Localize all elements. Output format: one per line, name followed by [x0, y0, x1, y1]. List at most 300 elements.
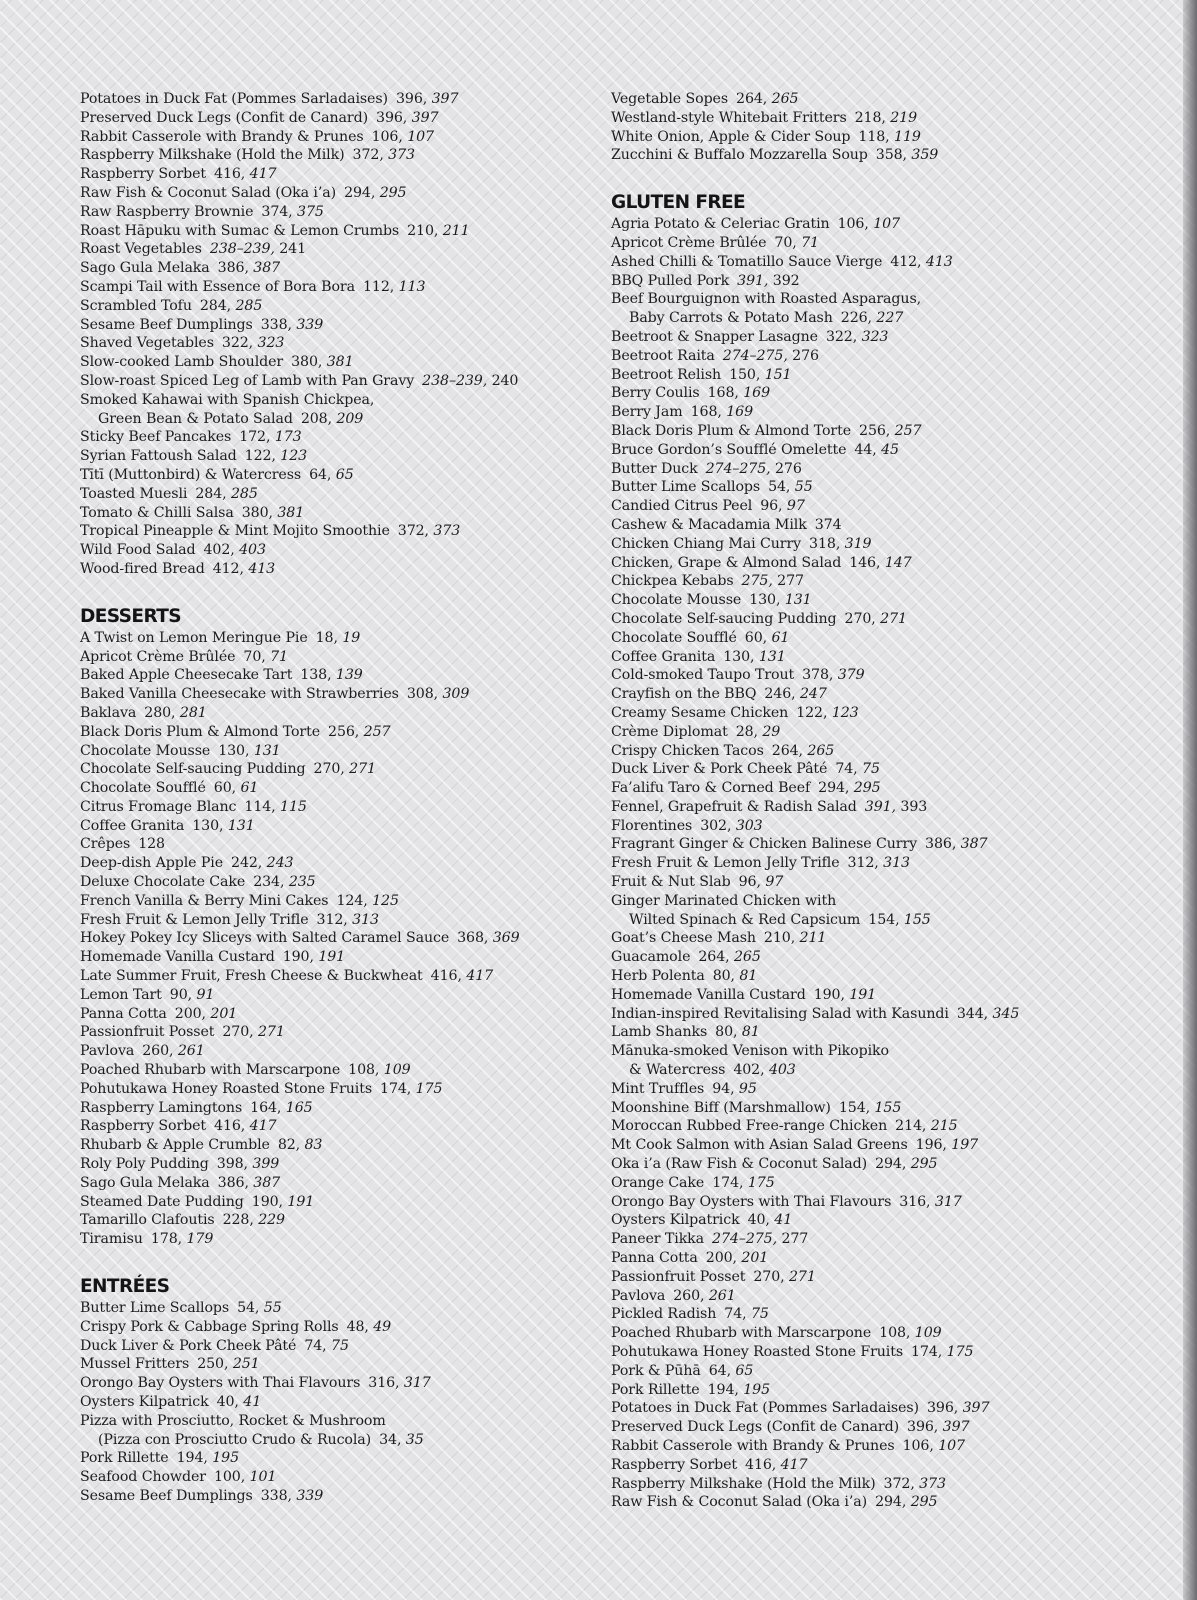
entry-page: 396, — [376, 109, 408, 126]
index-entry — [611, 1193, 1171, 1212]
entry-pages — [422, 373, 518, 389]
entry-name: Late Summer Fruit, Fresh Cheese & Buckwheat — [80, 968, 423, 985]
entry-page-italic: 209 — [336, 410, 364, 427]
entry-pages — [457, 930, 519, 946]
entry-page: 210, — [407, 222, 439, 239]
entry-page-italic: 65 — [735, 1362, 754, 1379]
entry-name: A Twist on Lemon Meringue Pie — [80, 629, 308, 646]
entry-pages — [737, 273, 799, 289]
entry-name: Apricot Crème Brûlée — [80, 648, 236, 665]
entry-page-italic: 179 — [186, 1231, 214, 1248]
entry-page-italic: 131 — [784, 592, 812, 609]
entry-page: 416, — [214, 166, 246, 183]
entry-pages — [774, 235, 819, 251]
entry-pages — [839, 1100, 901, 1116]
entry-page-italic: 413 — [925, 253, 953, 270]
entry-page-italic: 397 — [962, 1400, 990, 1417]
entry-pages — [875, 1156, 937, 1172]
entry-name: Pork & Pūhā — [611, 1362, 701, 1379]
entry-page-italic: 375 — [297, 203, 324, 220]
entry-page: 294, — [875, 1156, 907, 1173]
entry-pages — [957, 1006, 1019, 1022]
entry-pages — [879, 1325, 941, 1341]
index-entry — [80, 648, 600, 667]
entry-name: Tomato & Chilli Salsa — [80, 504, 234, 521]
index-entry — [80, 447, 600, 466]
entry-pages — [927, 1400, 989, 1416]
entry-name: Roly Poly Pudding — [80, 1156, 209, 1173]
entry-pages — [300, 667, 362, 683]
entry-name: Panna Cotta — [80, 1005, 167, 1022]
entry-page: 128 — [138, 836, 165, 853]
entry-name: Zucchini & Buffalo Mozzarella Soup — [611, 147, 868, 164]
entry-pages — [291, 354, 353, 370]
entry-pages — [706, 461, 802, 477]
entry-pages — [865, 799, 927, 815]
entry-page: 402, — [203, 542, 235, 559]
index-entry — [611, 146, 1171, 165]
entry-name: Paneer Tikka — [611, 1231, 705, 1248]
index-entry — [80, 90, 600, 109]
entry-page-italic: 173 — [274, 429, 302, 446]
entry-pages — [245, 448, 307, 464]
entry-name: Beef Bourguignon with Roasted Asparagus, — [611, 291, 922, 308]
entry-pages — [895, 1118, 957, 1134]
entry-page: 130, — [192, 817, 224, 834]
entry-name: Oka i’a (Raw Fish & Coconut Salad) — [611, 1156, 868, 1173]
entry-pages — [407, 223, 469, 239]
entry-page: 338, — [260, 1487, 292, 1504]
entry-name-continued — [611, 1061, 1171, 1080]
entry-page: 398, — [216, 1156, 248, 1173]
index-entry — [80, 1412, 600, 1450]
entry-pages — [753, 1269, 815, 1285]
section-heading: DESSERTS — [80, 605, 182, 627]
entry-name: Chocolate Self-saucing Pudding — [80, 761, 306, 778]
entry-page-italic: 165 — [285, 1099, 313, 1116]
entry-page-italic: 319 — [844, 535, 872, 552]
entry-pages — [213, 561, 275, 577]
index-entry — [611, 1005, 1171, 1024]
index-entry — [80, 685, 600, 704]
entry-pages — [748, 1212, 793, 1228]
entry-name: Coffee Granita — [611, 648, 716, 665]
entry-name: Fruit & Nut Slab — [611, 874, 731, 891]
index-entry — [80, 1193, 600, 1212]
index-entry — [611, 109, 1171, 128]
entry-page-italic: 175 — [415, 1080, 443, 1097]
entry-pages — [222, 335, 284, 351]
entry-pages — [890, 254, 952, 270]
entry-page-italic: 339 — [296, 1487, 324, 1504]
entry-pages — [250, 1100, 312, 1116]
entry-name: Deep-dish Apple Pie — [80, 855, 224, 872]
index-entry — [80, 948, 600, 967]
index-entry — [80, 109, 600, 128]
entry-pages — [802, 667, 864, 683]
entry-page-italic: 191 — [287, 1193, 315, 1210]
index-entry — [611, 1305, 1171, 1324]
entry-page: 34, — [379, 1431, 402, 1448]
entry-pages — [380, 1081, 442, 1097]
entry-page-italic: 61 — [771, 629, 790, 646]
entry-page-italic: 155 — [903, 911, 931, 928]
index-entry — [611, 554, 1171, 573]
entry-page-italic: 373 — [919, 1475, 946, 1492]
entry-page: 130, — [218, 742, 250, 759]
entry-page-italic: 251 — [232, 1356, 260, 1373]
entry-name: Passionfruit Posset — [611, 1268, 746, 1285]
index-entry — [80, 873, 600, 892]
entry-page: 344, — [956, 1005, 989, 1022]
entry-page: 392 — [772, 272, 800, 289]
entry-name: Florentines — [611, 817, 693, 834]
entry-page-italic: 381 — [277, 504, 305, 521]
entry-page: 380, — [291, 354, 323, 371]
entry-pages — [407, 686, 469, 702]
index-entry — [611, 1211, 1171, 1230]
entry-pages — [698, 949, 760, 965]
entry-name: Ashed Chilli & Tomatillo Sauce Vierge — [611, 253, 883, 270]
index-entry — [80, 1487, 600, 1506]
entry-page: 64, — [309, 466, 332, 483]
entry-page-italic: 97 — [786, 498, 805, 515]
entry-name: Chicken Chiang Mai Curry — [611, 535, 802, 552]
entry-name: Sticky Beef Pancakes — [80, 429, 232, 446]
entry-name: Raspberry Sorbet — [80, 166, 207, 183]
entry-pages — [796, 705, 858, 721]
entry-name: Pork Rillette — [611, 1381, 700, 1398]
entry-page: 302, — [700, 817, 732, 834]
entry-name: Scampi Tail with Essence of Bora Bora — [80, 278, 355, 295]
entry-page-italic: 397 — [942, 1419, 970, 1436]
entry-name: Beetroot & Snapper Lasagne — [611, 328, 818, 345]
entry-page-italic: 373 — [433, 523, 461, 540]
entry-pages — [849, 555, 911, 571]
entry-page: 241 — [279, 241, 307, 258]
entry-page: 80, — [712, 968, 735, 985]
entry-pages — [809, 536, 871, 552]
index-entry — [611, 1136, 1171, 1155]
index-entry — [611, 779, 1171, 798]
entry-page-italic: 29 — [762, 723, 781, 740]
entry-name: Indian-inspired Revitalising Salad with Kasundi — [611, 1005, 949, 1022]
entry-page-italic: 19 — [342, 629, 361, 646]
entry-name: Moonshine Biff (Marshmallow) — [611, 1099, 831, 1116]
index-entry — [611, 1362, 1171, 1381]
entry-page: 372, — [397, 523, 429, 540]
index-section — [80, 605, 600, 1249]
entry-page: 54, — [237, 1300, 260, 1317]
index-entry — [611, 760, 1171, 779]
entry-page-italic: 55 — [263, 1300, 282, 1317]
entry-page: 396, — [395, 91, 428, 107]
entry-name: Butter Lime Scallops — [611, 479, 761, 496]
entry-page-italic: 397 — [431, 91, 459, 107]
index-entry — [611, 272, 1171, 291]
entry-page-italic: 359 — [911, 147, 939, 164]
entry-page-italic: 295 — [853, 780, 881, 797]
index-entry — [611, 742, 1171, 761]
entry-pages — [197, 1356, 259, 1372]
entry-name-continued — [80, 1431, 600, 1450]
entry-name: Apricot Crème Brûlée — [611, 234, 767, 251]
entry-page-italic: 323 — [861, 328, 889, 345]
entry-page: 322, — [825, 328, 858, 345]
entry-page: 70, — [243, 648, 266, 665]
entry-pages — [709, 1363, 754, 1379]
entry-pages — [214, 1118, 276, 1134]
entry-page: 40, — [747, 1212, 770, 1229]
entry-pages — [261, 204, 323, 220]
entry-name: Beetroot Raita — [611, 347, 715, 364]
entry-page-italic: 274–275, — [712, 1231, 778, 1248]
entry-name: Sesame Beef Dumplings — [80, 1487, 253, 1504]
entry-name: Duck Liver & Pork Cheek Pâté — [611, 761, 828, 778]
entry-page-italic: 219 — [890, 109, 918, 126]
entry-page-italic: 397 — [411, 109, 439, 126]
entry-pages — [222, 1024, 284, 1040]
entry-name: Pork Rillette — [80, 1450, 169, 1467]
entry-pages — [278, 1137, 323, 1153]
entry-name: Shaved Vegetables — [80, 335, 214, 352]
entry-page: 402, — [733, 1062, 765, 1079]
entry-page-italic: 71 — [270, 648, 288, 665]
entry-pages — [138, 836, 165, 852]
entry-name: Pizza with Prosciutto, Rocket & Mushroom — [80, 1412, 386, 1429]
entry-page: 277 — [777, 573, 804, 590]
entry-pages — [243, 649, 288, 665]
index-entry — [611, 685, 1171, 704]
entry-pages — [195, 486, 257, 502]
entry-name: Raw Raspberry Brownie — [80, 203, 254, 220]
entry-pages — [706, 1250, 768, 1266]
entry-page: 368, — [457, 930, 489, 947]
entry-name: Moroccan Rubbed Free-range Chicken — [611, 1118, 888, 1135]
entry-name: Lamb Shanks — [611, 1024, 708, 1041]
entry-page: 90, — [169, 986, 193, 1003]
entry-name: Agria Potato & Celeriac Gratin — [611, 216, 830, 233]
index-entry — [80, 1136, 600, 1155]
index-entry — [80, 1393, 600, 1412]
entry-pages — [700, 818, 762, 834]
entry-page: 174, — [380, 1080, 412, 1097]
index-entry — [611, 1399, 1171, 1418]
entry-name: Homemade Vanilla Custard — [80, 949, 275, 966]
index-entry — [611, 704, 1171, 723]
entry-name: Potatoes in Duck Fat (Pommes Sarladaises) — [611, 1400, 919, 1417]
entry-pages — [348, 1062, 410, 1078]
entry-page: 260, — [142, 1043, 174, 1060]
index-entry — [80, 278, 600, 297]
entry-pages — [907, 1419, 969, 1435]
entry-page-italic: 35 — [405, 1431, 424, 1448]
entry-name: Fennel, Grapefruit & Radish Salad — [611, 798, 857, 815]
entry-page-italic: 285 — [230, 485, 258, 502]
index-entry — [80, 1337, 600, 1356]
index-entry — [80, 798, 600, 817]
index-entry — [80, 560, 600, 579]
entry-name: Sesame Beef Dumplings — [80, 316, 253, 333]
index-entry — [80, 1005, 600, 1024]
page-edge-shadow — [1183, 0, 1197, 1600]
entry-page-italic: 125 — [372, 892, 399, 909]
entry-page: 70, — [774, 234, 797, 251]
entry-name: Potatoes in Duck Fat (Pommes Sarladaises) — [80, 91, 388, 107]
index-entry — [611, 1155, 1171, 1174]
index-entry — [80, 742, 600, 761]
entry-name: Raspberry Milkshake (Hold the Milk) — [611, 1475, 876, 1492]
entry-page-italic: 195 — [743, 1381, 770, 1398]
entry-page: 138, — [300, 667, 332, 684]
entry-page-italic: 169 — [743, 385, 771, 402]
entry-page-italic: 139 — [335, 667, 363, 684]
entry-name: Sago Gula Melaka — [80, 260, 210, 277]
entry-name: Tamarillo Clafoutis — [80, 1212, 215, 1229]
entry-name: Rhubarb & Apple Crumble — [80, 1137, 270, 1154]
entry-pages — [876, 147, 938, 163]
entry-pages — [283, 949, 345, 965]
entry-page-italic: 191 — [849, 986, 877, 1003]
index-entry — [80, 1061, 600, 1080]
entry-name: Chocolate Mousse — [611, 592, 742, 609]
entry-page: 316, — [899, 1193, 931, 1210]
index-entry — [611, 929, 1171, 948]
entry-page-italic: 131 — [253, 742, 281, 759]
entry-page: 250, — [197, 1356, 229, 1373]
entry-pages — [712, 1231, 808, 1247]
entry-name: Orange Cake — [611, 1174, 705, 1191]
index-entry — [80, 1023, 600, 1042]
entry-name: Deluxe Chocolate Cake — [80, 874, 246, 891]
entry-name: Beetroot Relish — [611, 366, 722, 383]
entry-pages — [854, 442, 899, 458]
entry-pages — [398, 523, 460, 539]
entry-page: 108, — [348, 1062, 380, 1079]
entry-page: 200, — [174, 1005, 206, 1022]
entry-name: Fresh Fruit & Lemon Jelly Trifle — [611, 855, 840, 872]
index-entry — [611, 403, 1171, 422]
index-entry — [80, 929, 600, 948]
entry-page: 386, — [925, 836, 957, 853]
entry-name: Guacamole — [611, 949, 691, 966]
index-entry — [611, 516, 1171, 535]
index-column-right — [611, 90, 1171, 1512]
entry-page: 48, — [346, 1318, 369, 1335]
entry-name: Sago Gula Melaka — [80, 1174, 210, 1191]
entry-page: 130, — [749, 592, 781, 609]
entry-pages — [739, 874, 784, 890]
entry-name: Roast Vegetables — [80, 241, 202, 258]
index-entry — [611, 1381, 1171, 1400]
entry-name: Crayfish on the BBQ — [611, 686, 757, 703]
index-entry — [611, 384, 1171, 403]
entry-page: 416, — [745, 1456, 777, 1473]
entry-page: 256, — [859, 422, 891, 439]
entry-name-line2: & Watercress — [629, 1062, 726, 1079]
entry-page-italic: 387 — [253, 1174, 281, 1191]
index-entry — [611, 422, 1171, 441]
entry-page-italic: 339 — [296, 316, 324, 333]
entry-name: Passionfruit Posset — [80, 1024, 215, 1041]
index-entry — [80, 779, 600, 798]
index-entry — [611, 835, 1171, 854]
entry-name: Panna Cotta — [611, 1250, 698, 1267]
entry-page-italic: 81 — [741, 1024, 760, 1041]
index-entry — [611, 366, 1171, 385]
entry-pages — [368, 1375, 430, 1391]
index-entry — [80, 1174, 600, 1193]
entry-page: 130, — [723, 648, 755, 665]
entry-page-italic: 417 — [249, 1118, 277, 1135]
entry-page: 190, — [813, 986, 845, 1003]
entry-page-italic: 274–275, — [722, 347, 788, 364]
entry-page: 40, — [216, 1394, 239, 1410]
entry-page: 264, — [736, 91, 768, 107]
entry-name: Tiramisu — [80, 1231, 143, 1248]
entry-name: Berry Coulis — [611, 385, 700, 402]
entry-pages — [826, 329, 888, 345]
index-entry — [611, 1268, 1171, 1287]
entry-name: Roast Hāpuku with Sumac & Lemon Crumbs — [80, 222, 400, 239]
entry-page-italic: 387 — [960, 836, 988, 853]
entry-page-italic: 303 — [735, 817, 763, 834]
entry-name: Steamed Date Pudding — [80, 1193, 244, 1210]
entry-name: Raw Fish & Coconut Salad (Oka i’a) — [80, 184, 337, 201]
entry-name: Fa’alifu Taro & Corned Beef — [611, 780, 811, 797]
entry-page: 154, — [838, 1099, 871, 1116]
entry-page-italic: 65 — [335, 466, 354, 483]
index-entry — [611, 854, 1171, 873]
entry-name: Mussel Fritters — [80, 1356, 190, 1373]
entry-page-italic: 41 — [243, 1394, 262, 1410]
entry-pages — [204, 542, 266, 558]
entry-page: 80, — [715, 1024, 738, 1041]
entry-name: Cashew & Macadamia Milk — [611, 516, 807, 533]
entry-page-italic: 261 — [708, 1287, 736, 1304]
entry-page: 396, — [926, 1400, 959, 1417]
index-entry — [611, 1099, 1171, 1118]
entry-page: 240 — [491, 372, 519, 389]
entry-page: 106, — [837, 216, 869, 233]
index-entry — [611, 1456, 1171, 1475]
index-entry — [80, 372, 600, 391]
entry-page-italic: 274–275, — [705, 460, 771, 477]
entry-name: Lemon Tart — [80, 986, 162, 1003]
index-entry — [611, 986, 1171, 1005]
entry-name: Pohutukawa Honey Roasted Stone Fruits — [611, 1344, 904, 1360]
entry-pages — [242, 505, 304, 521]
entry-page-italic: 41 — [774, 1212, 793, 1229]
entry-name: BBQ Pulled Pork — [611, 272, 730, 289]
entry-name: Poached Rhubarb with Marscarpone — [611, 1325, 872, 1342]
entry-pages — [723, 348, 819, 364]
entry-page: 358, — [875, 147, 907, 164]
entry-page-italic: 399 — [252, 1156, 280, 1173]
entry-name: Baked Vanilla Cheesecake with Strawberries — [80, 686, 399, 703]
index-entry — [80, 1099, 600, 1118]
entry-page: 194, — [707, 1381, 739, 1398]
entry-page-italic: 175 — [946, 1344, 974, 1360]
index-entry — [80, 1299, 600, 1318]
entry-page-italic: 147 — [884, 554, 912, 571]
index-entry — [611, 666, 1171, 685]
entry-pages — [749, 592, 811, 608]
entry-page: 168, — [707, 385, 739, 402]
entry-page: 396, — [907, 1419, 939, 1436]
entry-page-italic: 317 — [934, 1193, 962, 1210]
entry-page: 28, — [735, 723, 758, 740]
